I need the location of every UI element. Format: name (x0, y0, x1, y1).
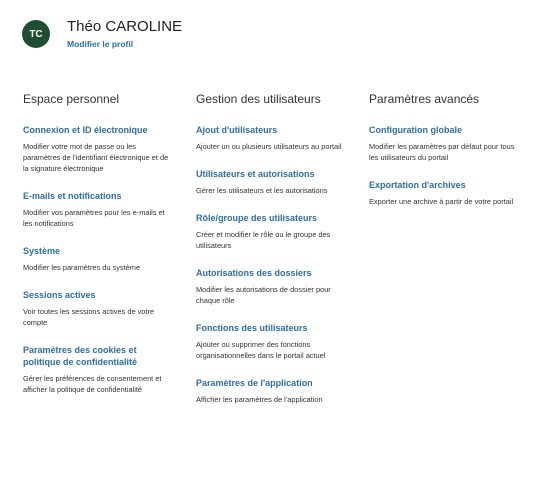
user-info (67, 18, 182, 49)
settings-desc: Gérer les préférences de consentement et afficher la politique de confidentialité (23, 374, 162, 394)
settings-desc: Modifier les paramètres par défaut pour tous les utilisateurs du portail (369, 142, 515, 162)
settings-desc: Modifier votre mot de passe ou les paramètres de l'identifiant électronique et de la signature électronique (23, 142, 169, 173)
profile-header (22, 18, 182, 49)
settings-desc: Ajouter ou supprimer des fonctions organisationnelles dans le portail actuel (196, 340, 326, 360)
settings-item-roles (196, 212, 348, 251)
settings-link-login[interactable]: Connexion et ID électronique (23, 125, 148, 135)
settings-link-folder-permissions[interactable]: Autorisations des dossiers (196, 268, 312, 278)
settings-desc: Ajouter un ou plusieurs utilisateurs au portail (196, 142, 342, 151)
settings-columns (23, 92, 542, 421)
settings-item-emails (23, 190, 175, 229)
settings-desc: Modifier les autorisations de dossier pour chaque rôle (196, 285, 331, 305)
column-title: Paramètres avancés (369, 92, 480, 106)
settings-item-system (23, 245, 175, 273)
user-name: Théo CAROLINE (67, 18, 183, 35)
settings-link-archive-export[interactable]: Exportation d'archives (369, 180, 466, 190)
settings-link-cookies[interactable]: Paramètres des cookies et politique de confidentialité (23, 345, 138, 367)
settings-item-folder-permissions (196, 267, 348, 306)
column-title: Espace personnel (23, 92, 120, 106)
column-user-management (196, 92, 369, 421)
settings-desc: Afficher les paramètres de l'application (196, 395, 323, 404)
settings-link-user-functions[interactable]: Fonctions des utilisateurs (196, 323, 308, 333)
settings-link-global-config[interactable]: Configuration globale (369, 125, 462, 135)
column-advanced-settings (369, 92, 542, 421)
settings-item-cookies (23, 344, 175, 395)
settings-item-global-config (369, 124, 521, 163)
settings-item-archive-export (369, 179, 521, 207)
settings-desc: Gérer les utilisateurs et les autorisations (196, 186, 328, 195)
edit-profile-link[interactable]: Modifier le profil (67, 39, 134, 49)
settings-item-users-permissions (196, 168, 348, 196)
settings-link-app-settings[interactable]: Paramètres de l'application (196, 378, 313, 388)
settings-link-sessions[interactable]: Sessions actives (23, 290, 96, 300)
settings-item-login (23, 124, 175, 174)
settings-desc: Voir toutes les sessions actives de votre compte (23, 307, 155, 327)
avatar[interactable]: TC (22, 20, 50, 48)
settings-desc: Modifier vos paramètres pour les e-mails et les notifications (23, 208, 165, 228)
settings-link-users-permissions[interactable]: Utilisateurs et autorisations (196, 169, 315, 179)
settings-desc: Créer et modifier le rôle ou le groupe des utilisateurs (196, 230, 331, 250)
settings-item-sessions (23, 289, 175, 328)
settings-desc: Exporter une archive à partir de votre portail (369, 197, 514, 206)
settings-item-user-functions (196, 322, 348, 361)
settings-link-roles[interactable]: Rôle/groupe des utilisateurs (196, 213, 318, 223)
settings-link-add-users[interactable]: Ajout d'utilisateurs (196, 125, 278, 135)
settings-link-system[interactable]: Système (23, 246, 61, 256)
settings-item-add-users (196, 124, 348, 152)
settings-item-app-settings (196, 377, 348, 405)
settings-link-emails[interactable]: E-mails et notifications (23, 191, 122, 201)
column-personal-space (23, 92, 196, 421)
settings-desc: Modifier les paramètres du système (23, 263, 141, 272)
column-title: Gestion des utilisateurs (196, 92, 321, 106)
